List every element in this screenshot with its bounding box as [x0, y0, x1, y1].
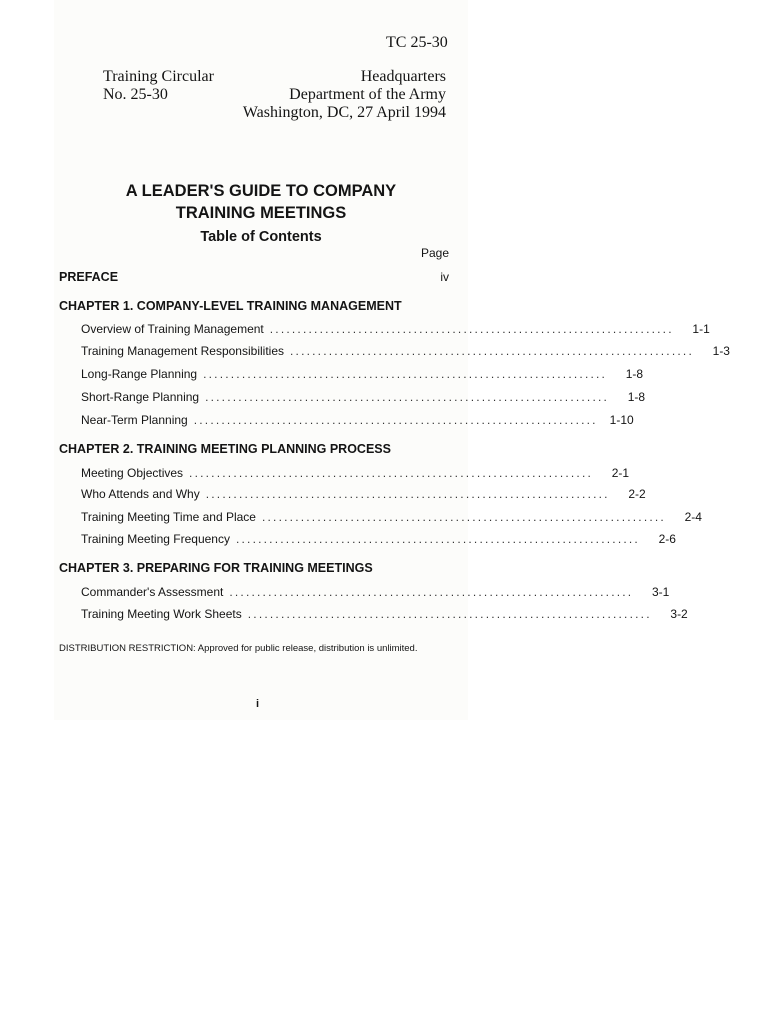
toc-entry-page: 1-3 [712, 344, 730, 358]
document-title [54, 180, 468, 224]
toc-entry-label: Short-Range Planning [81, 390, 200, 404]
toc-entry-page: 1-10 [609, 413, 634, 427]
chapter-3-heading: CHAPTER 3. PREPARING FOR TRAINING MEETINGS [59, 561, 373, 575]
chapter-1-heading: CHAPTER 1. COMPANY-LEVEL TRAINING MANAGEMENT [59, 299, 402, 313]
dot-leader: ......................................................................... [229, 585, 634, 599]
dot-leader: ......................................................................... [203, 367, 608, 381]
toc-entry-label: Near-Term Planning [81, 413, 188, 427]
distribution-restriction: DISTRIBUTION RESTRICTION: Approved for public release, distribution is unlimited. [59, 643, 418, 654]
dot-leader: ......................................................................... [235, 532, 640, 546]
page-column-label: Page [420, 246, 449, 260]
toc-entry[interactable] [81, 532, 676, 548]
toc-entry[interactable] [81, 487, 646, 503]
header-left-line: No. 25-30 [103, 86, 168, 103]
toc-entry-page: 2-4 [684, 510, 702, 524]
toc-entry[interactable] [81, 466, 630, 482]
chapter-2-heading: CHAPTER 2. TRAINING MEETING PLANNING PROCESS [59, 442, 391, 456]
title-line: TRAINING MEETINGS [175, 204, 347, 222]
toc-entry-label: Training Meeting Time and Place [81, 510, 256, 524]
dot-leader: ......................................................................... [290, 344, 694, 358]
document-id: TC 25-30 [386, 34, 448, 51]
dot-leader: ......................................................................... [189, 466, 594, 480]
dot-leader: ......................................................................... [261, 510, 666, 524]
toc-entry-page: 1-1 [692, 322, 710, 336]
dot-leader: ......................................................................... [247, 607, 652, 621]
dot-leader: ......................................................................... [269, 322, 674, 336]
toc-entry-label: Who Attends and Why [81, 487, 200, 501]
toc-entry[interactable] [81, 607, 688, 623]
header-right [243, 68, 446, 122]
toc-entry-page: 2-2 [628, 487, 646, 501]
header-right-line: Headquarters [360, 68, 446, 85]
header-left [103, 68, 214, 104]
toc-entry[interactable] [81, 390, 646, 406]
dot-leader: ......................................................................... [193, 413, 598, 427]
toc-entry-label: Training Meeting Work Sheets [81, 607, 242, 621]
title-line: A LEADER'S GUIDE TO COMPANY [125, 182, 397, 200]
toc-entry[interactable] [81, 367, 644, 383]
toc-entry-label: Training Meeting Frequency [81, 532, 230, 546]
toc-entry[interactable] [81, 585, 670, 601]
dot-leader: ......................................................................... [205, 487, 610, 501]
preface-heading: PREFACE [59, 270, 119, 284]
toc-entry-page: 3-2 [670, 607, 688, 621]
toc-entry[interactable] [81, 413, 634, 429]
toc-entry-label: Meeting Objectives [81, 466, 184, 480]
toc-entry[interactable] [81, 344, 730, 360]
header-right-line: Washington, DC, 27 April 1994 [242, 104, 446, 121]
preface-page: iv [440, 270, 449, 284]
toc-heading: Table of Contents [200, 229, 322, 245]
page-number: i [256, 698, 260, 710]
toc-entry-label: Training Management Responsibilities [81, 344, 284, 358]
toc-entry-page: 1-8 [625, 367, 644, 381]
toc-entry-page: 1-8 [627, 390, 646, 404]
header-left-line: Training Circular [103, 68, 214, 85]
toc-entry-page: 2-6 [658, 532, 676, 546]
toc-entry-label: Overview of Training Management [81, 322, 264, 336]
dot-leader: ......................................................................... [205, 390, 610, 404]
toc-entry-page: 2-1 [611, 466, 630, 480]
toc-entry-label: Long-Range Planning [81, 367, 198, 381]
toc-entry[interactable] [81, 322, 710, 338]
header-right-line: Department of the Army [289, 86, 446, 103]
toc-entry-label: Commander's Assessment [81, 585, 224, 599]
toc-entry[interactable] [81, 510, 702, 526]
toc-entry-page: 3-1 [651, 585, 670, 599]
